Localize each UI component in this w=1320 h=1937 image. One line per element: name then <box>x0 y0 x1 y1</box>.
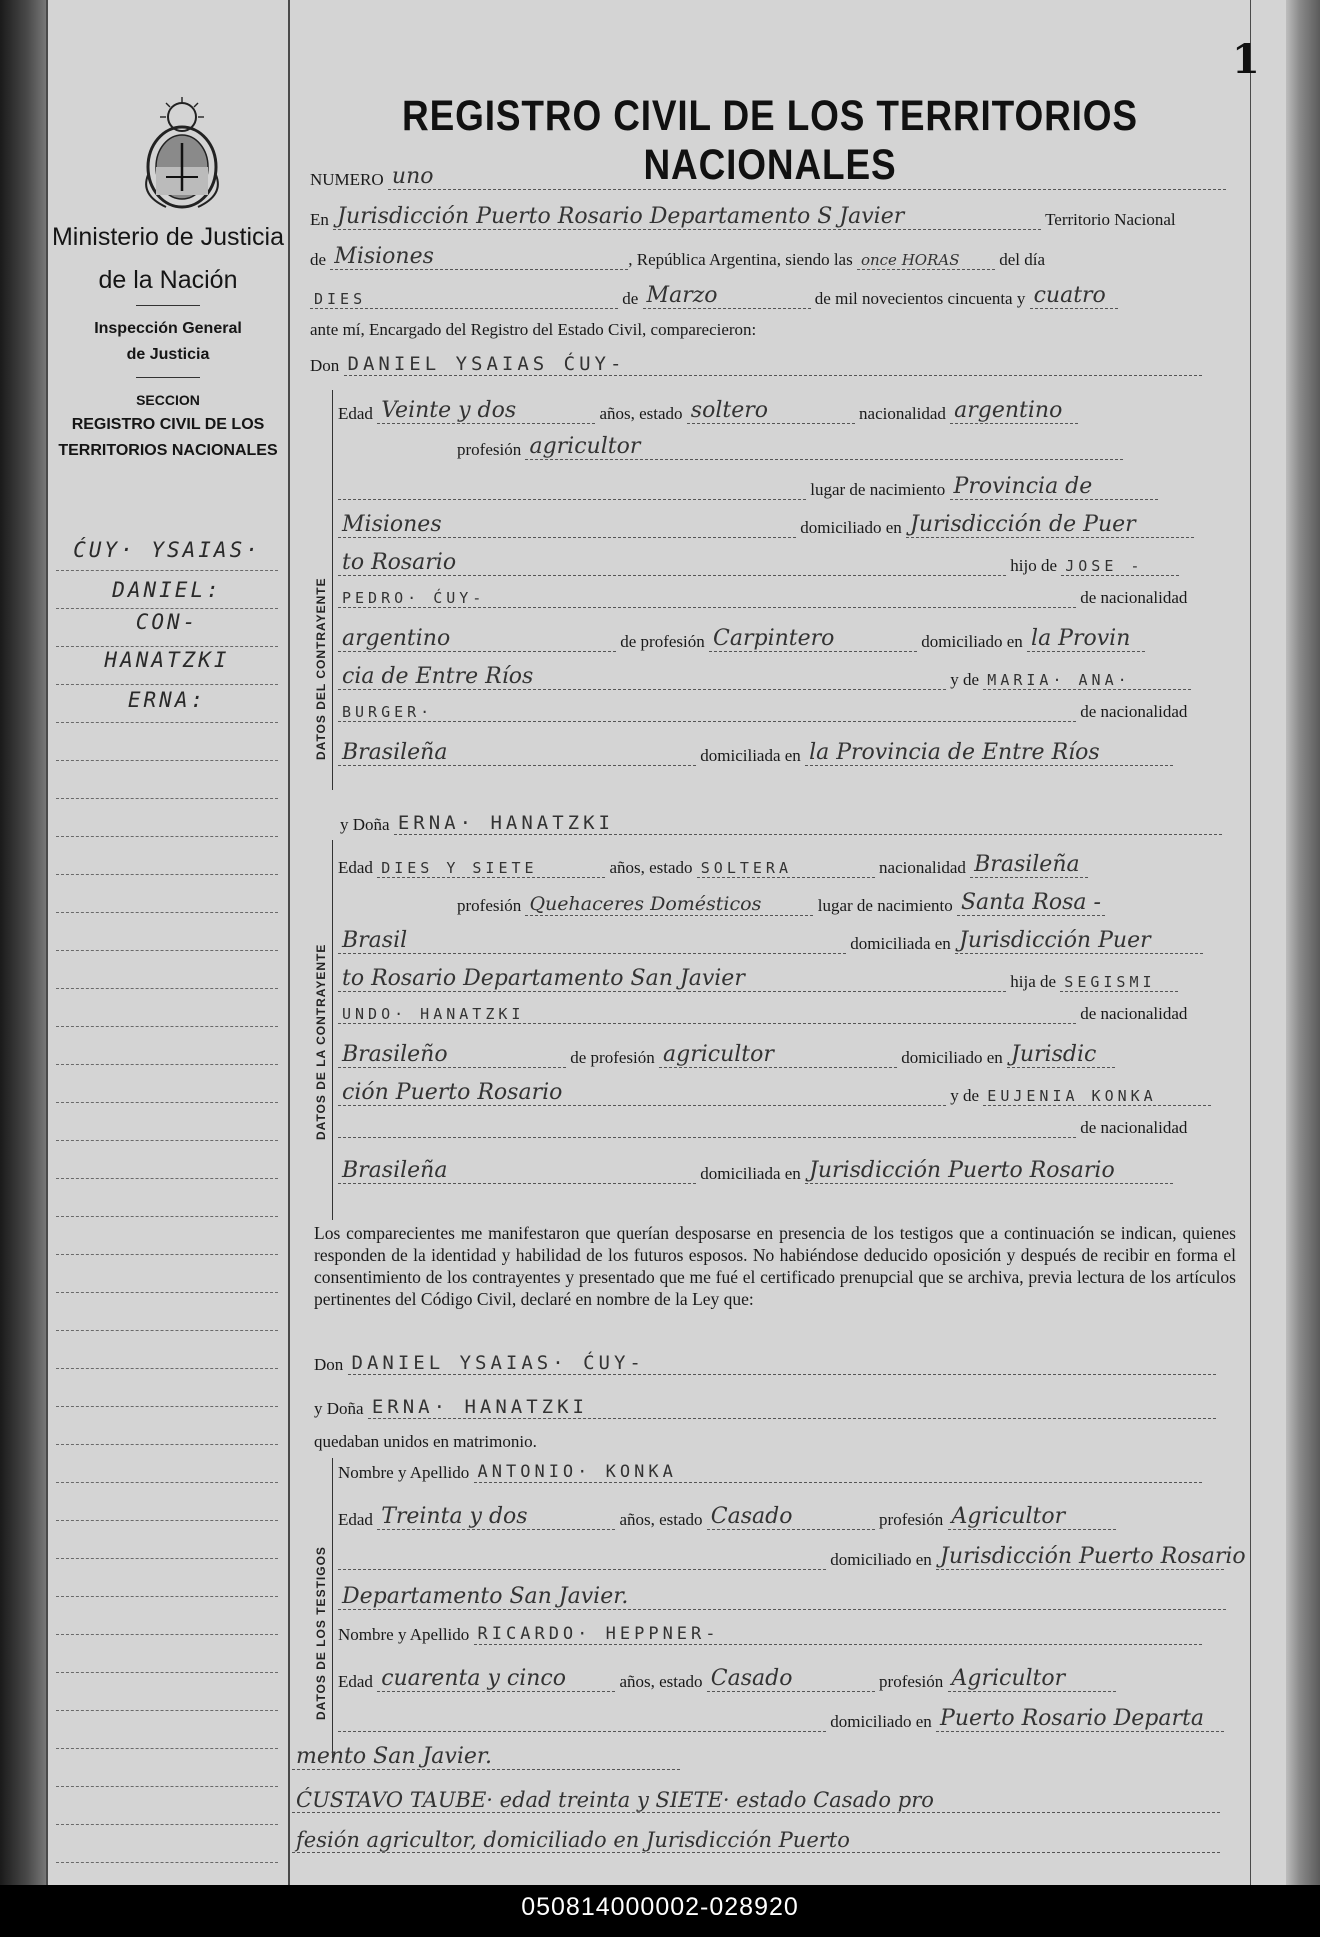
book-edge <box>1286 0 1320 1885</box>
hijo-label: hijo de <box>1010 556 1057 575</box>
margin-rule <box>56 798 278 799</box>
madre-dom-value: Jurisdicción Puerto Rosario <box>805 1158 1173 1184</box>
anios-estado-label: años, estado <box>619 1510 703 1529</box>
estado-value: SOLTERA <box>697 859 875 878</box>
de-nacionalidad-label: de nacionalidad <box>1080 588 1188 607</box>
unidos-line: quedaban unidos en matrimonio. <box>314 1432 537 1451</box>
padre-nac-value: Brasileño <box>338 1042 566 1068</box>
de-nacionalidad-label: de nacionalidad <box>1080 1004 1188 1023</box>
margin-rule <box>56 1254 278 1255</box>
padre-dom-value: la Provin <box>1027 626 1145 652</box>
profesion-label: profesión <box>457 440 522 459</box>
contrayenta-madre-line <box>338 1080 1211 1106</box>
don-value: DANIEL YSAIAS· ĆUY- <box>348 1352 1216 1375</box>
y-de-label: y de <box>950 1086 980 1105</box>
madre-nac-value: Brasileña <box>338 1158 696 1184</box>
testigo-1-profesion: Agricultor <box>948 1504 1116 1530</box>
margin-rule <box>56 722 278 723</box>
lugar-label: lugar de nacimiento <box>817 896 953 915</box>
margin-note-line: HANATZKI <box>104 648 230 672</box>
domiciliado-value: Jurisdicción de Puer <box>906 512 1194 538</box>
testigo-2-estado: Casado <box>707 1666 875 1692</box>
section-line-2: REGISTRO CIVIL DE LOS <box>71 416 265 433</box>
don-value: DANIEL YSAIAS ĆUY- <box>344 353 1202 376</box>
margin-rule <box>56 646 278 647</box>
dona-label: y Doña <box>314 1399 364 1418</box>
de-profesion-label: de profesión <box>620 632 705 651</box>
margin-note-line: ĆUY· YSAIAS· <box>73 538 261 562</box>
dona-value: ERNA· HANATZKI <box>394 812 1222 835</box>
testigo-1-dom-line <box>338 1544 1246 1570</box>
edad-label: Edad <box>338 1672 373 1691</box>
padre-dom-value-cont: cia de Entre Ríos <box>338 664 946 690</box>
estado-value: soltero <box>687 398 855 424</box>
de-profesion-label: de profesión <box>570 1048 655 1067</box>
contrayente-madre-cont-line <box>338 702 1187 722</box>
inspection-line-2: de Justicia <box>126 346 210 363</box>
contrayenta-padre-line <box>338 1004 1187 1024</box>
en-value: Jurisdicción Puerto Rosario Departamento S Javier <box>333 204 1041 230</box>
page-border-right <box>1250 0 1251 1885</box>
testigos-section-label: DATOS DE LOS TESTIGOS <box>314 1546 328 1720</box>
margin-rule <box>56 1064 278 1065</box>
testigo-2-dom-line <box>338 1706 1224 1732</box>
extra-line: ĆUSTAVO TAUBE· edad treinta y SIETE· estado Casado pro <box>292 1788 1220 1813</box>
margin-rule <box>56 608 278 609</box>
date-line <box>310 283 1118 309</box>
madre-value-cont: BURGER· <box>338 703 1076 722</box>
horas-value: once HORAS <box>857 251 995 270</box>
domiciliada-label: domiciliada en <box>700 1164 801 1183</box>
inspection-line-1: Inspección General <box>94 320 242 337</box>
margin-rule <box>56 1444 278 1445</box>
contrayenta-padre-prof-line <box>338 1042 1115 1068</box>
contrayente-profesion-line <box>457 434 1123 460</box>
contrayenta-profesion-line <box>457 890 1105 916</box>
margin-rule <box>56 1406 278 1407</box>
divider <box>136 377 200 378</box>
en-label: En <box>310 210 329 229</box>
testigo-2-nombre: RICARDO· HEPPNER- <box>474 1624 1202 1645</box>
contrayente-madre-line <box>338 664 1191 690</box>
domiciliado-label: domiciliado en <box>921 632 1023 651</box>
contrayente-lugar-line <box>338 474 1158 500</box>
contrayente-madre-dom-line <box>338 740 1173 766</box>
margin-rule <box>56 1634 278 1635</box>
page-number: 1 <box>1232 36 1260 83</box>
domiciliada-value-cont: to Rosario Departamento San Javier <box>338 966 1006 992</box>
padre-dom-value: Jurisdic <box>1007 1042 1115 1068</box>
profesion-value: agricultor <box>525 434 1123 460</box>
registry-form <box>292 0 1246 1885</box>
margin-rule <box>56 760 278 761</box>
territory-value: Misiones <box>330 244 628 270</box>
lugar-value-cont: Misiones <box>338 512 796 538</box>
contrayenta-bracket <box>332 840 333 1220</box>
del-dia-label: del día <box>999 250 1046 269</box>
mes-value: Marzo <box>643 283 811 309</box>
margin-rule <box>56 1330 278 1331</box>
margin-rule <box>56 1748 278 1749</box>
padre-value-cont: PEDRO· ĆUY- <box>338 589 1076 608</box>
republica-text: , República Argentina, siendo las <box>628 250 853 269</box>
contrayente-section-label: DATOS DEL CONTRAYENTE <box>314 577 328 760</box>
domiciliado-value-cont: to Rosario <box>338 550 1006 576</box>
contrayenta-section-label: DATOS DE LA CONTRAYENTE <box>314 943 328 1140</box>
nacionalidad-value: Brasileña <box>970 852 1088 878</box>
extra-testigo-line-2 <box>292 1828 1220 1853</box>
domiciliado-label: domiciliado en <box>800 518 902 537</box>
de-label: de <box>310 250 327 269</box>
contrayenta-madre-dom-line <box>338 1158 1173 1184</box>
numero-label: NUMERO <box>310 170 384 189</box>
ministry-line-1: Ministerio de Justicia <box>51 223 285 251</box>
domiciliado-label: domiciliado en <box>830 1550 932 1569</box>
edad-value: Veinte y dos <box>377 398 595 424</box>
testigo-2-profesion: Agricultor <box>948 1666 1116 1692</box>
ante-line: ante mí, Encargado del Registro del Estado Civil, comparecieron: <box>310 320 757 339</box>
de-mes-label: de <box>622 289 639 308</box>
margin-rule <box>56 1140 278 1141</box>
territory-line <box>310 244 1045 270</box>
anios-estado-label: años, estado <box>619 1672 703 1691</box>
margin-rule <box>56 684 278 685</box>
margin-rule <box>56 1178 278 1179</box>
anios-estado-label: años, estado <box>599 404 683 423</box>
numero-value: uno <box>388 164 1226 190</box>
extra-line: fesión agricultor, domiciliado en Jurisdicción Puerto <box>292 1828 1220 1853</box>
ministry-line-2: de la Nación <box>98 266 238 294</box>
testigo-1-dom: Jurisdicción Puerto Rosario <box>936 1544 1224 1570</box>
padre-value: SEGISMI <box>1060 973 1178 992</box>
margin-rule <box>56 874 278 875</box>
contrayente-padre-line <box>338 588 1187 608</box>
profesion-value: Quehaceres Domésticos <box>525 893 813 916</box>
contrayente-edad-line <box>338 398 1078 424</box>
margin-rule <box>56 1102 278 1103</box>
lugar-value: Santa Rosa - <box>957 890 1105 916</box>
don-line <box>310 353 1202 376</box>
testigo-1-nombre: ANTONIO· KONKA <box>474 1462 1202 1483</box>
dona-label: y Doña <box>340 815 390 834</box>
contrayente-bracket <box>332 390 333 790</box>
contrayente-padre-prof-line <box>338 626 1145 652</box>
nacionalidad-label: nacionalidad <box>879 858 966 877</box>
margin-rule <box>56 1482 278 1483</box>
padre-prof-value: Carpintero <box>709 626 917 652</box>
nombre-label: Nombre y Apellido <box>338 1625 470 1644</box>
document-title: REGISTRO CIVIL DE LOS TERRITORIOS NACIONALES <box>402 92 1138 189</box>
sidebar <box>48 0 288 1885</box>
edad-label: Edad <box>338 858 373 877</box>
declaration-dona-line <box>314 1396 1216 1419</box>
testigo-2-edad-line <box>338 1666 1116 1692</box>
nacionalidad-value: argentino <box>950 398 1078 424</box>
testigo-1-edad-line <box>338 1504 1116 1530</box>
lugar-value-cont: Brasil <box>338 928 846 954</box>
domiciliado-label: domiciliado en <box>901 1048 1003 1067</box>
numero-line <box>310 164 1226 190</box>
profesion-label: profesión <box>879 1672 944 1691</box>
jurisdiction-line <box>310 204 1176 230</box>
margin-note-line: CON- <box>135 610 199 634</box>
testigo-2-dom-cont-line <box>292 1744 680 1770</box>
domiciliada-label: domiciliada en <box>850 934 951 953</box>
madre-nac-value: Brasileña <box>338 740 696 766</box>
testigo-2-nombre-line <box>338 1624 1202 1645</box>
profesion-label: profesión <box>879 1510 944 1529</box>
contrayenta-hija-line <box>338 966 1178 992</box>
testigo-1-dom-cont: Departamento San Javier. <box>338 1584 1226 1610</box>
margin-rule <box>56 1862 278 1863</box>
contrayenta-domicilio-line <box>338 928 1203 954</box>
madre-dom-value: la Provincia de Entre Ríos <box>805 740 1173 766</box>
contrayente-hijo-line <box>338 550 1179 576</box>
margin-rule <box>56 1368 278 1369</box>
madre-value: EUJENIA KONKA <box>983 1087 1211 1106</box>
margin-rule <box>56 1026 278 1027</box>
margin-rule <box>56 1558 278 1559</box>
testigo-1-edad: Treinta y dos <box>377 1504 615 1530</box>
madre-value: MARIA· ANA· <box>983 671 1191 690</box>
testigo-2-dom-cont: mento San Javier. <box>292 1744 680 1770</box>
margin-note-line: DANIEL: <box>112 578 222 602</box>
padre-dom-value-cont: ción Puerto Rosario <box>338 1080 946 1106</box>
testigo-1-nombre-line <box>338 1462 1202 1483</box>
nacionalidad-label: nacionalidad <box>859 404 946 423</box>
extra-testigo-line-1 <box>292 1788 1220 1813</box>
margin-rule <box>56 988 278 989</box>
edad-label: Edad <box>338 1510 373 1529</box>
book-spine <box>0 0 46 1885</box>
anio-value: cuatro <box>1030 283 1118 309</box>
lugar-value: Provincia de <box>950 474 1158 500</box>
de-nacionalidad-label: de nacionalidad <box>1080 1118 1188 1137</box>
declaration-don-line <box>314 1352 1216 1375</box>
territorio-label: Territorio Nacional <box>1045 210 1176 229</box>
testigo-2-edad: cuarenta y cinco <box>377 1666 615 1692</box>
lugar-label: lugar de nacimiento <box>810 480 946 499</box>
de-nacionalidad-label: de nacionalidad <box>1080 702 1188 721</box>
padre-nac-value: argentino <box>338 626 616 652</box>
margin-rule <box>56 1216 278 1217</box>
y-de-label: y de <box>950 670 980 689</box>
margin-rule <box>56 1520 278 1521</box>
mil-text: de mil novecientos cincuenta y <box>814 289 1026 308</box>
padre-value: JOSE - <box>1061 557 1179 576</box>
margin-rule <box>56 1292 278 1293</box>
dia-value: DIES <box>310 290 618 309</box>
margin-rule <box>56 1824 278 1825</box>
hija-label: hija de <box>1010 972 1057 991</box>
margin-rule <box>56 1596 278 1597</box>
edad-label: Edad <box>338 404 373 423</box>
footer-code: 050814000002-028920 <box>521 1893 799 1921</box>
contrayente-domicilio-line <box>338 512 1194 538</box>
don-label: Don <box>314 1355 344 1374</box>
testigos-bracket <box>332 1458 333 1758</box>
declaration-paragraph: Los comparecientes me manifestaron que querían desposarse en presencia de los testigos que a continuación se indican, quienes responden de la identidad y habilidad de los futuros esposos. No habiéndose deducido oposición y después de recibir en forma el consentimiento de los contrayentes y presentado que me fué el certificado prenupcial que se archiva, previa lectura de los artículos pertinentes del Código Civil, declaré en nombre de la Ley que: <box>314 1223 1236 1309</box>
testigo-2-dom: Puerto Rosario Departa <box>936 1706 1224 1732</box>
anios-estado-label: años, estado <box>609 858 693 877</box>
margin-divider <box>288 0 290 1885</box>
contrayenta-madre-cont-line <box>338 1118 1187 1138</box>
margin-rule <box>56 1672 278 1673</box>
padre-prof-value: agricultor <box>659 1042 897 1068</box>
section-line-3: TERRITORIOS NACIONALES <box>58 442 278 459</box>
testigo-1-dom-cont-line <box>338 1584 1226 1610</box>
edad-value: DIES Y SIETE <box>377 859 605 878</box>
domiciliado-label: domiciliado en <box>830 1712 932 1731</box>
testigo-1-estado: Casado <box>707 1504 875 1530</box>
margin-rule <box>56 836 278 837</box>
domiciliada-value: Jurisdicción Puer <box>955 928 1203 954</box>
margin-rule <box>56 950 278 951</box>
divider <box>136 305 200 306</box>
margin-rule <box>56 570 278 571</box>
coat-of-arms-icon <box>136 95 228 213</box>
margin-note-line: ERNA: <box>127 688 207 712</box>
padre-value-cont: UNDO· HANATZKI <box>338 1005 1076 1024</box>
domiciliada-label: domiciliada en <box>700 746 801 765</box>
section-line-1: SECCION <box>136 392 200 408</box>
dona-value: ERNA· HANATZKI <box>368 1396 1216 1419</box>
contrayenta-edad-line <box>338 852 1088 878</box>
dona-line <box>340 812 1222 835</box>
margin-rule <box>56 1786 278 1787</box>
don-label: Don <box>310 356 340 375</box>
margin-rule <box>56 912 278 913</box>
profesion-label: profesión <box>457 896 522 915</box>
nombre-label: Nombre y Apellido <box>338 1463 470 1482</box>
margin-rule <box>56 1710 278 1711</box>
